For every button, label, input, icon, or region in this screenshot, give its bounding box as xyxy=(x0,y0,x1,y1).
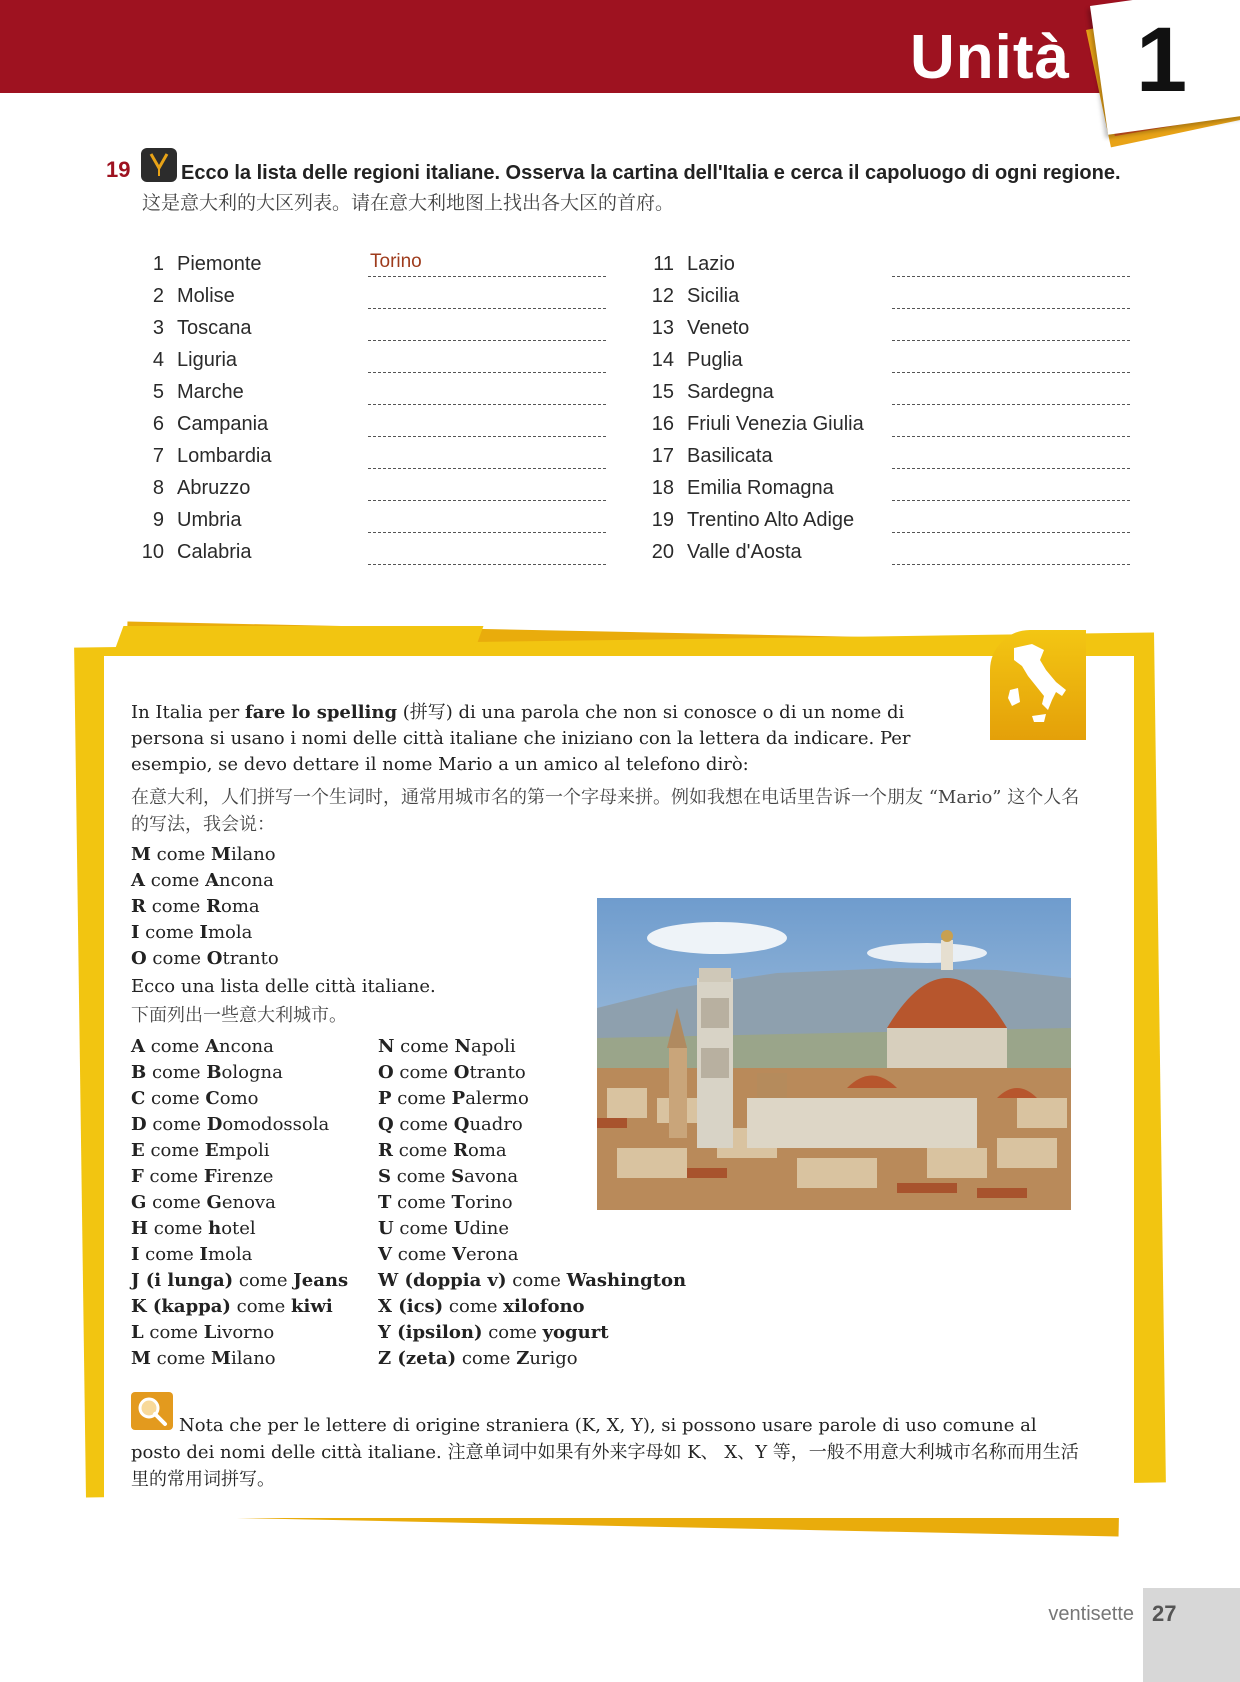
spelling-connector: come xyxy=(144,1036,206,1057)
spelling-word-rest: dine xyxy=(469,1218,510,1239)
spelling-connector: come xyxy=(506,1270,567,1291)
spelling-letter: J (i lunga) xyxy=(131,1270,234,1291)
spelling-item xyxy=(131,1320,348,1346)
spelling-word-rest: apoli xyxy=(471,1036,516,1057)
spelling-letter: Q xyxy=(378,1114,394,1135)
intro-text-bold: fare lo spelling xyxy=(244,702,398,723)
spelling-connector: come xyxy=(139,922,200,943)
spelling-word-initial: Z xyxy=(516,1348,530,1369)
region-number: 18 xyxy=(651,477,674,499)
region-number: 14 xyxy=(651,349,674,371)
spelling-item xyxy=(131,1034,348,1060)
spelling-word-initial: R xyxy=(206,896,222,917)
florence-cathedral-photo xyxy=(597,898,1071,1210)
spelling-item xyxy=(378,1346,686,1372)
spelling-word-initial: O xyxy=(206,948,223,969)
spelling-item xyxy=(131,1268,348,1294)
spelling-connector: come xyxy=(443,1296,504,1317)
spelling-letter: Z (zeta) xyxy=(378,1348,457,1369)
spelling-connector: come xyxy=(143,1166,204,1187)
spelling-letter: Y (ipsilon) xyxy=(378,1322,483,1343)
region-number: 10 xyxy=(141,541,164,563)
region-name: Sicilia xyxy=(687,285,740,307)
italy-map-tab xyxy=(990,630,1086,740)
spelling-connector: come xyxy=(230,1296,292,1317)
region-list-right xyxy=(630,251,1150,571)
spelling-letter: R xyxy=(131,896,146,917)
spelling-letter: M xyxy=(131,844,151,865)
region-row xyxy=(630,315,1150,347)
spelling-word-rest: erona xyxy=(466,1244,519,1265)
exercise-instruction-zh: 这是意大利的大区列表。请在意大利地图上找出各大区的首府。 xyxy=(142,192,675,214)
spelling-connector: come xyxy=(150,844,212,865)
spelling-item xyxy=(131,1190,348,1216)
spelling-connector: come xyxy=(146,1192,207,1213)
region-name: Sardegna xyxy=(687,381,774,403)
answer-blank[interactable] xyxy=(368,276,606,277)
spelling-connector: come xyxy=(393,1062,454,1083)
spelling-word-rest: urigo xyxy=(529,1348,578,1369)
answer-blank[interactable] xyxy=(368,500,606,501)
spelling-letter: X (ics) xyxy=(378,1296,444,1317)
region-name: Valle d'Aosta xyxy=(687,541,802,563)
spelling-connector: come xyxy=(139,1244,200,1265)
spelling-connector: come xyxy=(150,1348,212,1369)
region-row xyxy=(630,379,1150,411)
region-name: Emilia Romagna xyxy=(687,477,834,499)
intro-text-part: (拼写) di una parola che non si conosce o di un nome di persona si usano i nomi delle città italiane che iniziano con la lettera da indicare. Per esempio, se devo dettare il nome Mario a un amico al telefono dirò: xyxy=(131,702,911,775)
spelling-word-rest: orino xyxy=(464,1192,513,1213)
spelling-word-initial: A xyxy=(205,1036,220,1057)
city-list-intro: Ecco una lista delle città italiane. xyxy=(131,976,436,997)
spelling-item xyxy=(131,1346,348,1372)
spelling-item xyxy=(378,1268,686,1294)
answer-blank[interactable] xyxy=(368,308,606,309)
answer-blank[interactable] xyxy=(892,436,1130,437)
spelling-word-initial: Washington xyxy=(566,1270,687,1291)
spelling-letter: G xyxy=(131,1192,147,1213)
spelling-word-initial: R xyxy=(453,1140,469,1161)
spelling-letter: O xyxy=(378,1062,394,1083)
region-name: Lombardia xyxy=(177,445,272,467)
answer-blank[interactable] xyxy=(892,468,1130,469)
spelling-letter: I xyxy=(131,922,140,943)
answer-blank[interactable] xyxy=(892,532,1130,533)
spelling-connector: come xyxy=(143,1322,204,1343)
city-list-column xyxy=(131,1034,348,1372)
region-row xyxy=(630,411,1150,443)
spelling-letter: F xyxy=(131,1166,144,1187)
region-number: 11 xyxy=(653,253,674,275)
spelling-letter: U xyxy=(378,1218,394,1239)
region-number: 9 xyxy=(152,509,164,531)
spelling-connector: come xyxy=(146,948,207,969)
answer-blank[interactable] xyxy=(892,500,1130,501)
region-name: Marche xyxy=(177,381,244,403)
spelling-word-initial: S xyxy=(451,1166,465,1187)
region-name: Friuli Venezia Giulia xyxy=(687,413,864,435)
spelling-connector: come xyxy=(391,1192,452,1213)
spelling-letter: T xyxy=(378,1192,392,1213)
spelling-letter: H xyxy=(131,1218,149,1239)
region-row xyxy=(630,347,1150,379)
spelling-word-rest: ilano xyxy=(230,1348,276,1369)
spelling-connector: come xyxy=(145,896,207,917)
spelling-word-initial: I xyxy=(199,1244,208,1265)
spelling-word-rest: irenze xyxy=(216,1166,274,1187)
region-number: 5 xyxy=(152,381,164,403)
mario-spelling-list xyxy=(131,842,279,972)
spelling-connector: come xyxy=(146,1062,207,1083)
region-row xyxy=(630,475,1150,507)
region-name: Molise xyxy=(177,285,235,307)
region-number: 2 xyxy=(152,285,164,307)
unit-number: 1 xyxy=(1136,9,1188,111)
spelling-connector: come xyxy=(393,1114,454,1135)
spelling-connector: come xyxy=(391,1088,452,1109)
spelling-connector: come xyxy=(145,1088,206,1109)
region-name: Basilicata xyxy=(687,445,773,467)
spelling-word-rest: mola xyxy=(207,1244,253,1265)
spelling-word-rest: alermo xyxy=(465,1088,529,1109)
spelling-letter: C xyxy=(131,1088,146,1109)
region-row xyxy=(120,475,640,507)
capital-answer: Torino xyxy=(370,251,422,272)
spelling-letter: I xyxy=(131,1244,140,1265)
spelling-letter: M xyxy=(131,1348,151,1369)
spelling-word-initial: M xyxy=(211,1348,231,1369)
region-number: 12 xyxy=(651,285,674,307)
answer-blank[interactable] xyxy=(368,436,606,437)
spelling-connector: come xyxy=(482,1322,543,1343)
region-row xyxy=(120,283,640,315)
answer-blank[interactable] xyxy=(892,276,1130,277)
answer-blank[interactable] xyxy=(892,564,1130,565)
spelling-word-initial: F xyxy=(203,1166,217,1187)
spelling-item xyxy=(378,1242,686,1268)
spelling-letter: S xyxy=(378,1166,391,1187)
region-number: 7 xyxy=(152,445,164,467)
spelling-word-rest: mpoli xyxy=(218,1140,270,1161)
spelling-word-initial: G xyxy=(206,1192,222,1213)
spelling-letter: O xyxy=(131,948,147,969)
answer-blank[interactable] xyxy=(892,340,1130,341)
spelling-word-rest: ilano xyxy=(230,844,276,865)
spelling-word-rest: omo xyxy=(219,1088,259,1109)
spelling-word-initial: C xyxy=(205,1088,220,1109)
foreign-letters-note: Nota che per le lettere di origine straniera (K, X, Y), si possono usare parole di uso comune al posto dei nomi delle città italiane. 注意单词中如果有外来字母如 K、 X、Y 等，一般不用意大利城市名称而用生活里的常用词拼写。 xyxy=(131,1415,1079,1490)
spelling-word-rest: omodossola xyxy=(222,1114,330,1135)
spelling-connector: come xyxy=(391,1166,452,1187)
region-row xyxy=(630,539,1150,571)
exercise-instruction: Ecco la lista delle regioni italiane. Osserva la cartina dell'Italia e cerca il capoluogo di ogni regione. xyxy=(181,162,1121,184)
spelling-item xyxy=(131,1242,348,1268)
region-name: Campania xyxy=(177,413,269,435)
region-number: 4 xyxy=(152,349,164,371)
region-row xyxy=(120,315,640,347)
spelling-word-rest: tranto xyxy=(469,1062,526,1083)
spelling-word-initial: U xyxy=(453,1218,470,1239)
answer-blank[interactable] xyxy=(892,404,1130,405)
region-row xyxy=(120,443,640,475)
spelling-word-initial: P xyxy=(451,1088,466,1109)
region-row xyxy=(630,507,1150,539)
italy-map-icon xyxy=(1002,640,1074,730)
spelling-word-rest: oma xyxy=(468,1140,507,1161)
spelling-word-initial: L xyxy=(203,1322,217,1343)
spelling-connector: come xyxy=(146,1114,207,1135)
region-row xyxy=(120,539,640,571)
spelling-connector: come xyxy=(456,1348,517,1369)
region-number: 16 xyxy=(651,413,674,435)
spelling-item xyxy=(131,1060,348,1086)
spelling-letter: D xyxy=(131,1114,147,1135)
answer-blank[interactable] xyxy=(892,372,1130,373)
region-row xyxy=(630,283,1150,315)
spelling-word-rest: enova xyxy=(221,1192,276,1213)
region-number: 1 xyxy=(152,253,164,275)
answer-blank[interactable] xyxy=(368,404,606,405)
spelling-item xyxy=(131,1216,348,1242)
region-name: Toscana xyxy=(177,317,252,339)
spelling-item xyxy=(131,1164,348,1190)
spelling-word-rest: otel xyxy=(221,1218,256,1239)
spelling-item xyxy=(131,920,279,946)
answer-blank[interactable] xyxy=(368,532,606,533)
spelling-word-initial: yogurt xyxy=(542,1322,609,1343)
spelling-word-initial: E xyxy=(204,1140,219,1161)
spelling-word-initial: h xyxy=(208,1218,222,1239)
answer-blank[interactable] xyxy=(368,564,606,565)
region-name: Puglia xyxy=(687,349,743,371)
region-name: Veneto xyxy=(687,317,750,339)
spelling-item xyxy=(131,1294,348,1320)
answer-blank[interactable] xyxy=(368,372,606,373)
spelling-word-initial: M xyxy=(211,844,231,865)
box-decoration xyxy=(113,626,484,656)
spelling-letter: E xyxy=(131,1140,145,1161)
spelling-item xyxy=(378,1216,686,1242)
region-name: Umbria xyxy=(177,509,242,531)
spelling-word-rest: oma xyxy=(221,896,260,917)
spelling-letter: N xyxy=(378,1036,395,1057)
spelling-word-rest: mola xyxy=(207,922,253,943)
spelling-connector: come xyxy=(391,1244,453,1265)
region-row xyxy=(630,443,1150,475)
region-number: 20 xyxy=(651,541,674,563)
spelling-letter: A xyxy=(131,870,145,891)
spelling-word-initial: T xyxy=(451,1192,465,1213)
region-row xyxy=(120,411,640,443)
answer-blank[interactable] xyxy=(368,340,606,341)
spelling-word-initial: D xyxy=(206,1114,223,1135)
region-number: 6 xyxy=(152,413,164,435)
spelling-word-rest: avona xyxy=(464,1166,519,1187)
spelling-letter: W (doppia v) xyxy=(378,1270,507,1291)
spelling-letter: A xyxy=(131,1036,145,1057)
spelling-item xyxy=(131,1138,348,1164)
spelling-item xyxy=(378,1294,686,1320)
spelling-word-initial: Q xyxy=(453,1114,470,1135)
answer-blank[interactable] xyxy=(892,308,1130,309)
spelling-item xyxy=(131,946,279,972)
spelling-word-rest: uadro xyxy=(469,1114,523,1135)
spelling-word-initial: xilofono xyxy=(503,1296,585,1317)
spelling-word-initial: N xyxy=(454,1036,471,1057)
answer-blank[interactable] xyxy=(368,468,606,469)
spelling-intro-text xyxy=(131,700,961,778)
spelling-item xyxy=(131,842,279,868)
spelling-connector: come xyxy=(394,1036,455,1057)
region-row xyxy=(120,251,640,283)
spelling-letter: P xyxy=(378,1088,392,1109)
region-number: 19 xyxy=(651,509,674,531)
spelling-word-initial: A xyxy=(205,870,220,891)
unit-title: Unità xyxy=(910,23,1070,92)
spelling-word-rest: ivorno xyxy=(216,1322,275,1343)
spelling-item xyxy=(378,1320,686,1346)
spelling-letter: V xyxy=(378,1244,392,1265)
region-name: Liguria xyxy=(177,349,238,371)
spelling-word-initial: I xyxy=(199,922,208,943)
region-row xyxy=(120,507,640,539)
spelling-item xyxy=(131,894,279,920)
city-list-intro-zh: 下面列出一些意大利城市。 xyxy=(131,1005,347,1026)
region-name: Calabria xyxy=(177,541,252,563)
spelling-connector: come xyxy=(144,870,206,891)
spelling-letter: R xyxy=(378,1140,393,1161)
spelling-word-rest: tranto xyxy=(222,948,279,969)
spelling-item xyxy=(131,868,279,894)
spelling-connector: come xyxy=(233,1270,294,1291)
region-number: 3 xyxy=(152,317,164,339)
spelling-word-initial: Jeans xyxy=(293,1270,349,1291)
region-list-left xyxy=(120,251,640,571)
spelling-word-rest: ncona xyxy=(219,1036,274,1057)
page-number-word: ventisette xyxy=(1048,1603,1134,1625)
spelling-word-initial: B xyxy=(206,1062,222,1083)
page-number: 27 xyxy=(1152,1601,1177,1626)
region-name: Abruzzo xyxy=(177,477,251,499)
spelling-connector: come xyxy=(392,1140,454,1161)
spelling-word-rest: ncona xyxy=(219,870,274,891)
spelling-connector: come xyxy=(144,1140,205,1161)
spelling-word-initial: V xyxy=(452,1244,467,1265)
spelling-word-initial: kiwi xyxy=(291,1296,333,1317)
region-number: 17 xyxy=(651,445,674,467)
spelling-item xyxy=(131,1112,348,1138)
region-number: 13 xyxy=(651,317,674,339)
spelling-letter: B xyxy=(131,1062,147,1083)
region-number: 8 xyxy=(152,477,164,499)
spelling-letter: K (kappa) xyxy=(131,1296,231,1317)
region-number: 15 xyxy=(651,381,674,403)
region-row xyxy=(630,251,1150,283)
region-name: Trentino Alto Adige xyxy=(687,509,855,531)
spelling-connector: come xyxy=(148,1218,209,1239)
region-row xyxy=(120,347,640,379)
spelling-item xyxy=(131,1086,348,1112)
spelling-word-rest: ologna xyxy=(221,1062,283,1083)
exercise-number: 19 xyxy=(106,157,131,182)
spelling-connector: come xyxy=(393,1218,454,1239)
spelling-word-initial: O xyxy=(453,1062,470,1083)
spelling-letter: L xyxy=(131,1322,144,1343)
spelling-intro-zh: 在意大利，人们拼写一个生词时，通常用城市名的第一个字母来拼。例如我想在电话里告诉一个朋友 “Mario” 这个人名的写法，我会说： xyxy=(131,787,1080,835)
intro-text-part: In Italia per xyxy=(131,702,245,723)
pencil-icon xyxy=(141,148,177,182)
region-name: Piemonte xyxy=(177,253,262,275)
region-name: Lazio xyxy=(687,253,735,275)
region-row xyxy=(120,379,640,411)
